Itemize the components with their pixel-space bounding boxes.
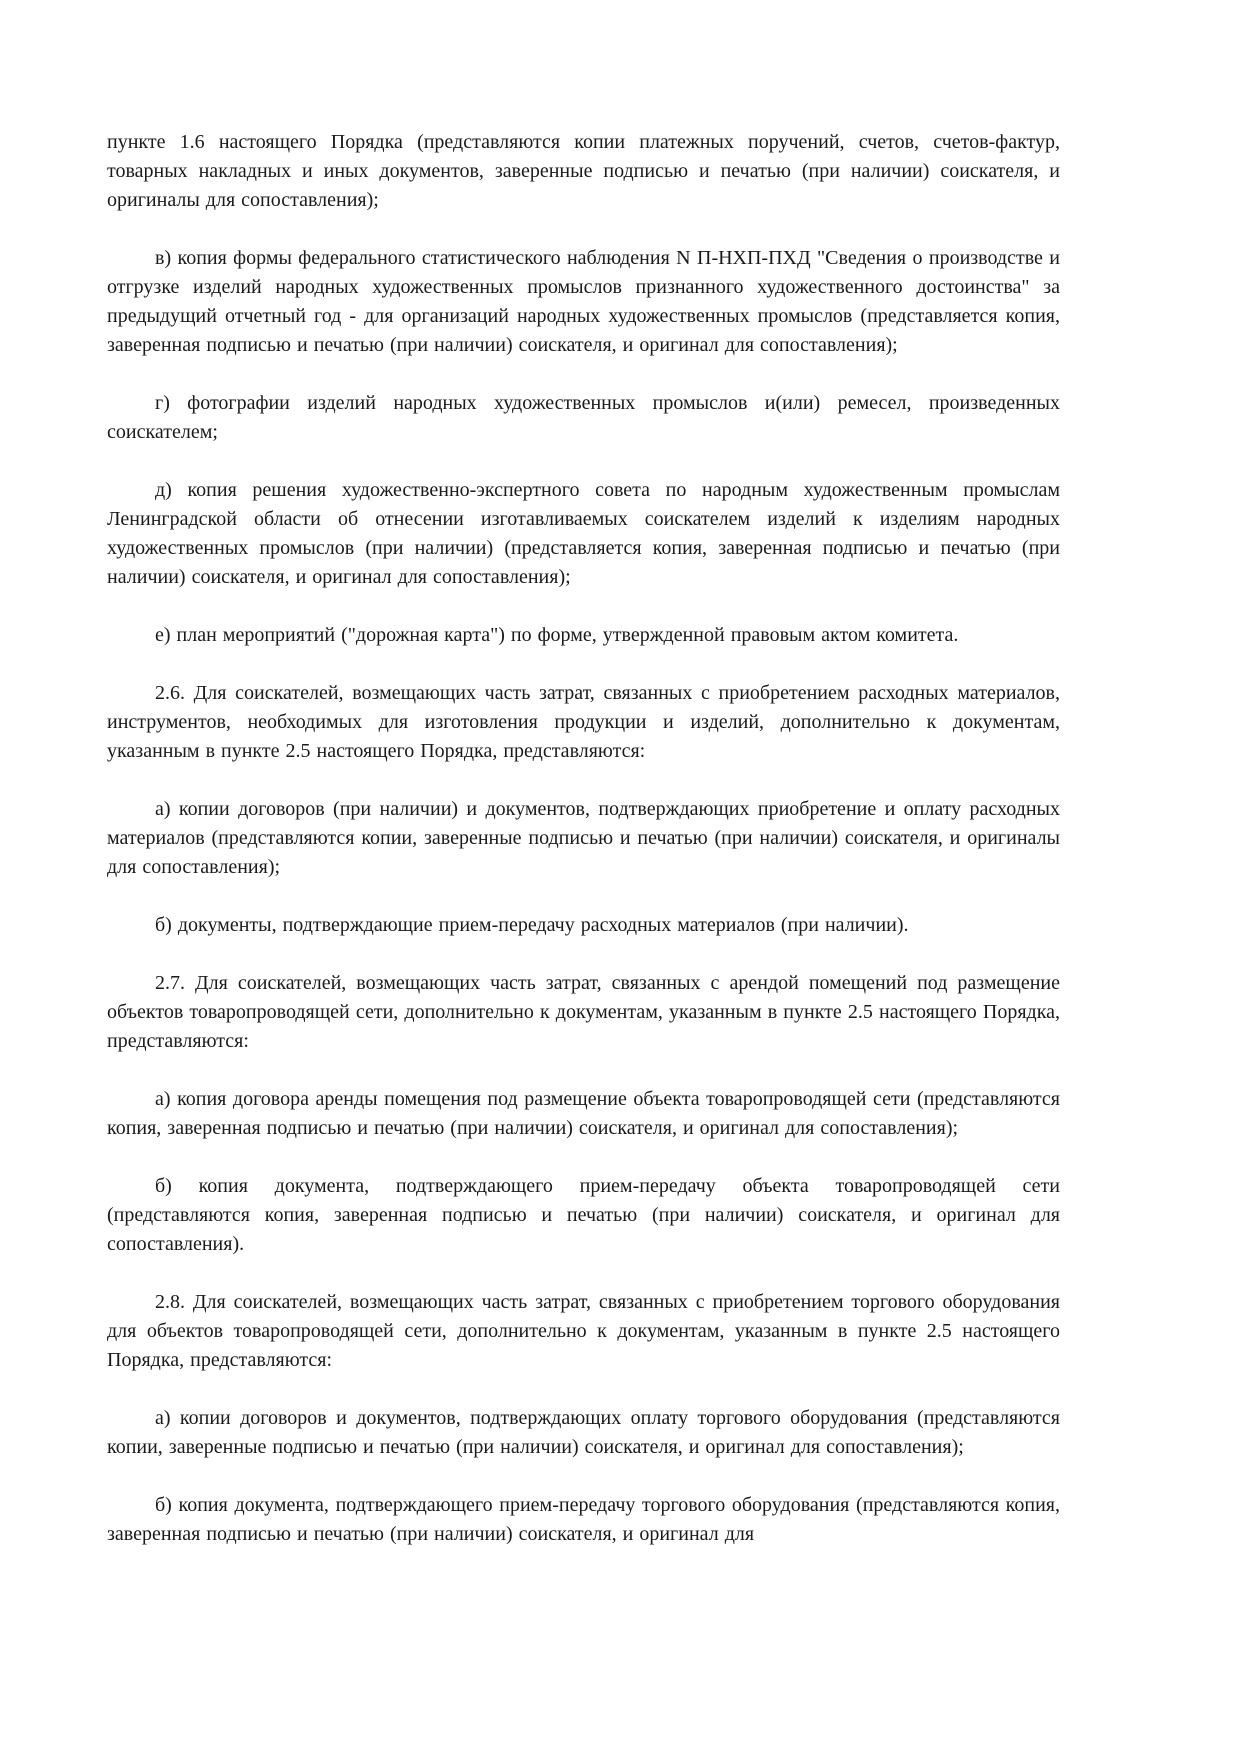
paragraph: а) копии договоров (при наличии) и документов, подтверждающих приобретение и оплату расходных материалов (представляются копии, заверенные подписью и печатью (при наличии) соискателя, и оригиналы для сопоставления); (107, 798, 1060, 878)
paragraph: б) копия документа, подтверждающего прием-передачу торгового оборудования (представляются копия, заверенная подписью и печатью (при наличии) соискателя, и оригинал для (107, 1494, 1060, 1545)
paragraph: 2.8. Для соискателей, возмещающих часть затрат, связанных с приобретением торгового оборудования для объектов товаропроводящей сети, дополнительно к документам, указанным в пункте 2.5 настоящего Порядка, представляются: (107, 1291, 1060, 1371)
paragraph: г) фотографии изделий народных художественных промыслов и(или) ремесел, произведенных соискателем; (107, 392, 1060, 443)
paragraph: пункте 1.6 настоящего Порядка (представляются копии платежных поручений, счетов, счетов-фактур, товарных накладных и иных документов, заверенные подписью и печатью (при наличии) соискателя, и оригиналы для сопоставления); (107, 131, 1060, 211)
paragraph: б) документы, подтверждающие прием-передачу расходных материалов (при наличии). (155, 914, 909, 936)
paragraph: 2.6. Для соискателей, возмещающих часть затрат, связанных с приобретением расходных материалов, инструментов, необходимых для изготовления продукции и изделий, дополнительно к документам, указанным в пункте 2.5 настоящего Порядка, представляются: (107, 682, 1060, 762)
paragraph: а) копия договора аренды помещения под размещение объекта товаропроводящей сети (представляются копия, заверенная подписью и печатью (при наличии) соискателя, и оригинал для сопоставления); (107, 1088, 1060, 1139)
paragraph: в) копия формы федерального статистического наблюдения N П-НХП-ПХД "Сведения о производстве и отгрузке изделий народных художественных промыслов признанного художественного достоинства" за предыдущий отчетный год - для организаций народных художественных промыслов (представляется копия, заверенная подписью и печатью (при наличии) соискателя, и оригинал для сопоставления); (107, 247, 1060, 356)
paragraph: 2.7. Для соискателей, возмещающих часть затрат, связанных с арендой помещений под размещение объектов товаропроводящей сети, дополнительно к документам, указанным в пункте 2.5 настоящего Порядка, представляются: (107, 972, 1060, 1052)
paragraph: д) копия решения художественно-экспертного совета по народным художественным промыслам Ленинградской области об отнесении изготавливаемых соискателем изделий к изделиям народных художественных промыслов (при наличии) (представляется копия, заверенная подписью и печатью (при наличии) соискателя, и оригинал для сопоставления); (107, 479, 1060, 588)
paragraph: а) копии договоров и документов, подтверждающих оплату торгового оборудования (представляются копии, заверенные подписью и печатью (при наличии) соискателя, и оригинал для сопоставления); (107, 1407, 1060, 1458)
paragraph: б) копия документа, подтверждающего прием-передачу объекта товаропроводящей сети (представляются копия, заверенная подписью и печатью (при наличии) соискателя, и оригинал для сопоставления). (107, 1175, 1060, 1255)
paragraph: е) план мероприятий ("дорожная карта") по форме, утвержденной правовым актом комитета. (155, 624, 959, 646)
